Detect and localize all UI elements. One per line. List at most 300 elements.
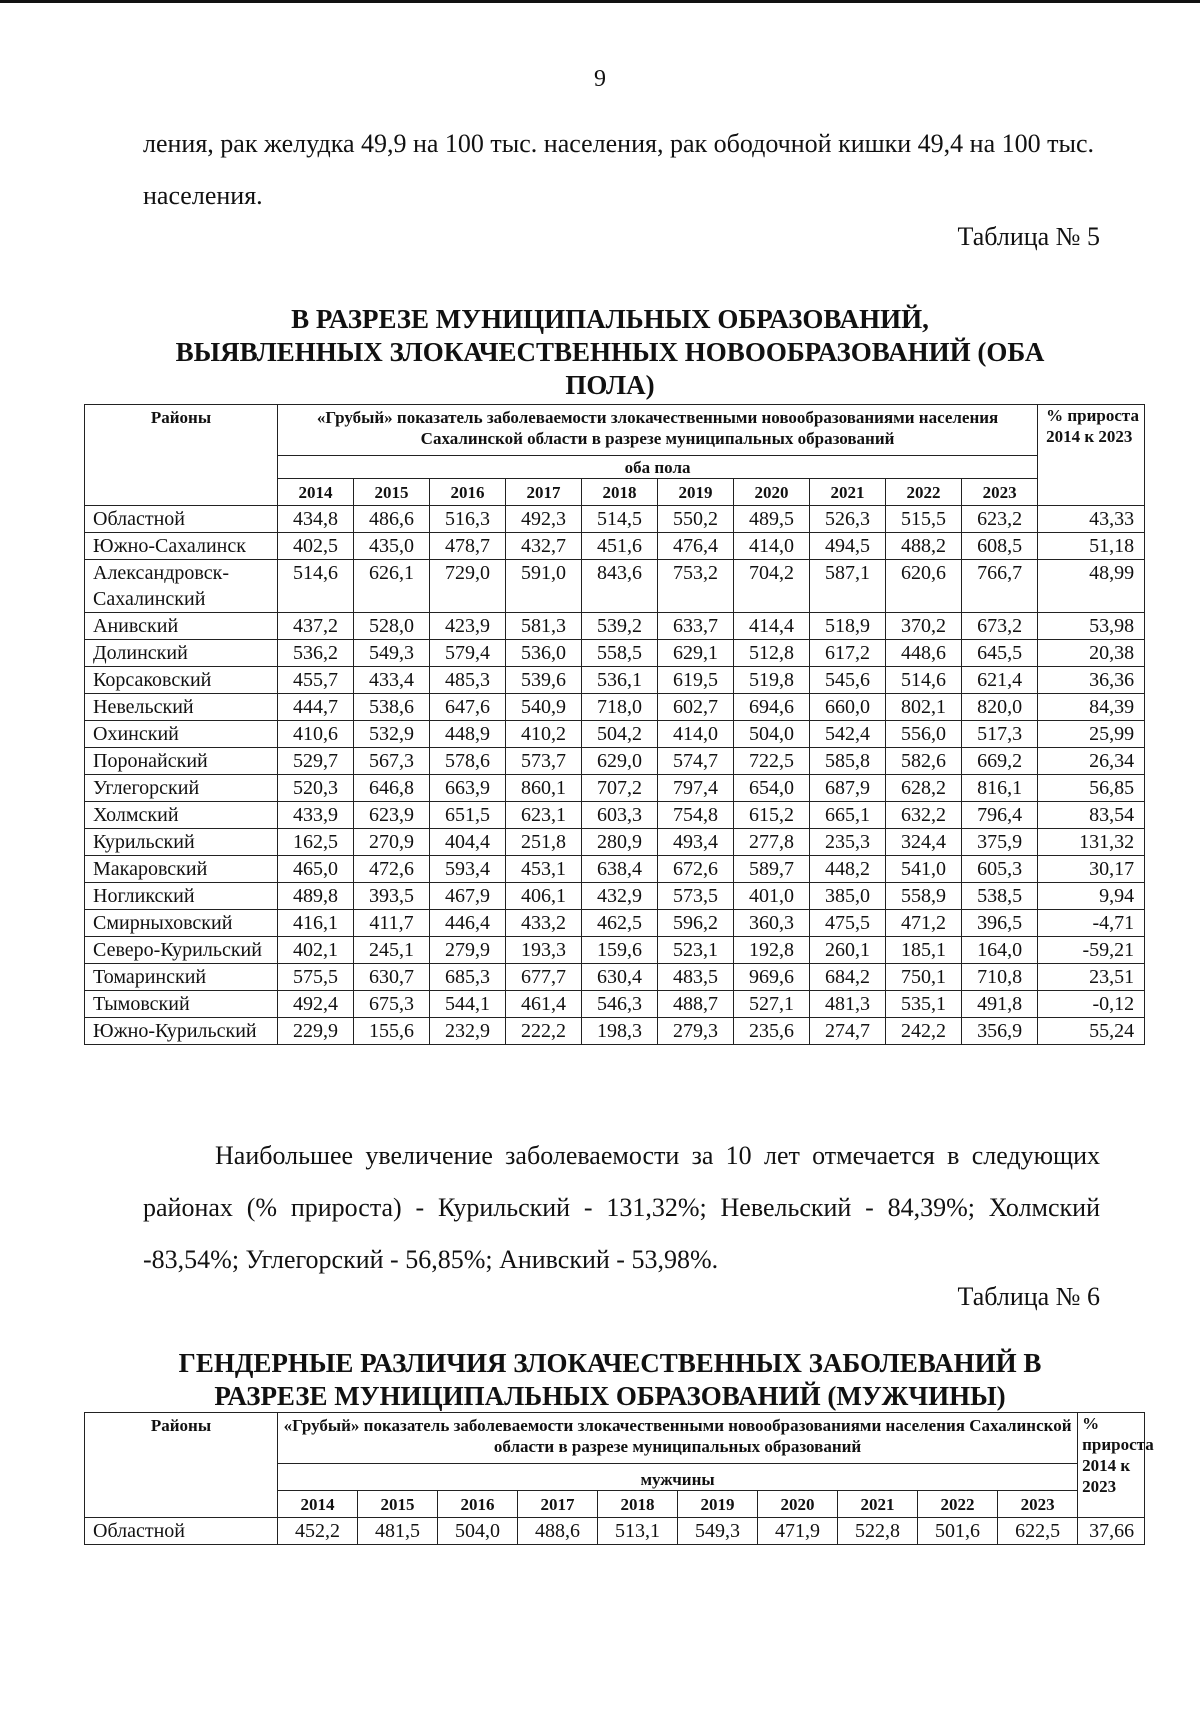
rate-cell: 492,4 <box>278 991 354 1018</box>
rate-cell: 435,0 <box>354 533 430 560</box>
rate-cell: 816,1 <box>962 775 1038 802</box>
rate-cell: 520,3 <box>278 775 354 802</box>
table6-header-indicator: «Грубый» показатель заболеваемости злокачественными новообразованиями населения Сахалинской области в разрезе муниципальных образований <box>278 1413 1078 1464</box>
region-name: Долинский <box>85 640 278 667</box>
table-row <box>85 937 1145 964</box>
rate-cell: 684,2 <box>810 964 886 991</box>
rate-cell: 591,0 <box>506 560 582 613</box>
rate-cell: 481,3 <box>810 991 886 1018</box>
rate-cell: 542,4 <box>810 721 886 748</box>
growth-cell: 53,98 <box>1038 613 1145 640</box>
growth-cell: 25,99 <box>1038 721 1145 748</box>
rate-cell: 620,6 <box>886 560 962 613</box>
rate-cell: 672,6 <box>658 856 734 883</box>
growth-cell: 26,34 <box>1038 748 1145 775</box>
rate-cell: 619,5 <box>658 667 734 694</box>
table6-year-header: 2015 <box>358 1491 438 1518</box>
rate-cell: 622,5 <box>998 1518 1078 1545</box>
rate-cell: 472,6 <box>354 856 430 883</box>
table5-header-growth: % прироста 2014 к 2023 <box>1038 405 1145 506</box>
table5-header-sex: оба пола <box>278 456 1038 479</box>
rate-cell: 633,7 <box>658 613 734 640</box>
rate-cell: 461,4 <box>506 991 582 1018</box>
table-row <box>85 667 1145 694</box>
rate-cell: 539,6 <box>506 667 582 694</box>
rate-cell: 516,3 <box>430 506 506 533</box>
table-row <box>85 613 1145 640</box>
rate-cell: 582,6 <box>886 748 962 775</box>
rate-cell: 704,2 <box>734 560 810 613</box>
table5-title-line2: ВЫЯВЛЕННЫХ ЗЛОКАЧЕСТВЕННЫХ НОВООБРАЗОВАНИЙ (ОБА <box>175 337 1045 367</box>
region-name: Ногликский <box>85 883 278 910</box>
rate-cell: 665,1 <box>810 802 886 829</box>
rate-cell: 401,0 <box>734 883 810 910</box>
table-row <box>85 856 1145 883</box>
table6-year-header: 2023 <box>998 1491 1078 1518</box>
region-name: Корсаковский <box>85 667 278 694</box>
rate-cell: 629,1 <box>658 640 734 667</box>
table6-header-regions: Районы <box>85 1413 278 1518</box>
rate-cell: 475,5 <box>810 910 886 937</box>
table6-label: Таблица № 6 <box>957 1282 1100 1311</box>
growth-cell: 51,18 <box>1038 533 1145 560</box>
rate-cell: 538,6 <box>354 694 430 721</box>
rate-cell: 623,1 <box>506 802 582 829</box>
rate-cell: 489,8 <box>278 883 354 910</box>
rate-cell: 541,0 <box>886 856 962 883</box>
rate-cell: 279,3 <box>658 1018 734 1045</box>
rate-cell: 280,9 <box>582 829 658 856</box>
growth-cell: 20,38 <box>1038 640 1145 667</box>
growth-cell: -59,21 <box>1038 937 1145 964</box>
rate-cell: 514,6 <box>278 560 354 613</box>
table6-title <box>120 1347 1100 1413</box>
rate-cell: 603,3 <box>582 802 658 829</box>
growth-cell: 43,33 <box>1038 506 1145 533</box>
table5-year-header: 2020 <box>734 479 810 506</box>
rate-cell: 222,2 <box>506 1018 582 1045</box>
rate-cell: 452,2 <box>278 1518 358 1545</box>
growth-cell: -0,12 <box>1038 991 1145 1018</box>
rate-cell: 687,9 <box>810 775 886 802</box>
rate-cell: 432,7 <box>506 533 582 560</box>
rate-cell: 615,2 <box>734 802 810 829</box>
rate-cell: 677,7 <box>506 964 582 991</box>
rate-cell: 685,3 <box>430 964 506 991</box>
rate-cell: 513,1 <box>598 1518 678 1545</box>
page-number: 9 <box>594 66 606 92</box>
table-row <box>85 721 1145 748</box>
rate-cell: 493,4 <box>658 829 734 856</box>
table-row <box>85 910 1145 937</box>
rate-cell: 579,4 <box>430 640 506 667</box>
rate-cell: 393,5 <box>354 883 430 910</box>
rate-cell: 488,7 <box>658 991 734 1018</box>
rate-cell: 483,5 <box>658 964 734 991</box>
rate-cell: 451,6 <box>582 533 658 560</box>
rate-cell: 546,3 <box>582 991 658 1018</box>
rate-cell: 406,1 <box>506 883 582 910</box>
rate-cell: 471,2 <box>886 910 962 937</box>
table6-year-header: 2021 <box>838 1491 918 1518</box>
table-row <box>85 748 1145 775</box>
rate-cell: 414,4 <box>734 613 810 640</box>
table5-title-line1: В РАЗРЕЗЕ МУНИЦИПАЛЬНЫХ ОБРАЗОВАНИЙ, <box>291 304 929 334</box>
rate-cell: 663,9 <box>430 775 506 802</box>
table6-title-line1: ГЕНДЕРНЫЕ РАЗЛИЧИЯ ЗЛОКАЧЕСТВЕННЫХ ЗАБОЛЕВАНИЙ В <box>178 1348 1042 1378</box>
rate-cell: 528,0 <box>354 613 430 640</box>
rate-cell: 476,4 <box>658 533 734 560</box>
table-row <box>85 1018 1145 1045</box>
rate-cell: 605,3 <box>962 856 1038 883</box>
rate-cell: 660,0 <box>810 694 886 721</box>
table6-year-header: 2016 <box>438 1491 518 1518</box>
rate-cell: 567,3 <box>354 748 430 775</box>
rate-cell: 820,0 <box>962 694 1038 721</box>
table5-label: Таблица № 5 <box>957 222 1100 251</box>
rate-cell: 529,7 <box>278 748 354 775</box>
rate-cell: 402,5 <box>278 533 354 560</box>
rate-cell: 645,5 <box>962 640 1038 667</box>
rate-cell: 489,5 <box>734 506 810 533</box>
table6-year-header: 2017 <box>518 1491 598 1518</box>
rate-cell: 245,1 <box>354 937 430 964</box>
rate-cell: 707,2 <box>582 775 658 802</box>
table5-title-line3: ПОЛА) <box>565 370 655 400</box>
rate-cell: 802,1 <box>886 694 962 721</box>
growth-cell: 56,85 <box>1038 775 1145 802</box>
rate-cell: 462,5 <box>582 910 658 937</box>
rate-cell: 694,6 <box>734 694 810 721</box>
rate-cell: 532,9 <box>354 721 430 748</box>
region-name: Углегорский <box>85 775 278 802</box>
table5-header-indicator: «Грубый» показатель заболеваемости злокачественными новообразованиями населения Сахалинской области в разрезе муниципальных образований <box>278 405 1038 456</box>
rate-cell: 232,9 <box>430 1018 506 1045</box>
rate-cell: 448,6 <box>886 640 962 667</box>
region-name: Смирныховский <box>85 910 278 937</box>
table-row <box>85 802 1145 829</box>
rate-cell: 796,4 <box>962 802 1038 829</box>
rate-cell: 544,1 <box>430 991 506 1018</box>
rate-cell: 675,3 <box>354 991 430 1018</box>
rate-cell: 523,1 <box>658 937 734 964</box>
rate-cell: 573,5 <box>658 883 734 910</box>
rate-cell: 410,6 <box>278 721 354 748</box>
region-name: Анивский <box>85 613 278 640</box>
rate-cell: 550,2 <box>658 506 734 533</box>
rate-cell: 629,0 <box>582 748 658 775</box>
rate-cell: 518,9 <box>810 613 886 640</box>
rate-cell: 402,1 <box>278 937 354 964</box>
rate-cell: 574,7 <box>658 748 734 775</box>
rate-cell: 504,0 <box>734 721 810 748</box>
rate-cell: 242,2 <box>886 1018 962 1045</box>
rate-cell: 481,5 <box>358 1518 438 1545</box>
table-row <box>85 694 1145 721</box>
region-name: Макаровский <box>85 856 278 883</box>
summary-paragraph: Наибольшее увеличение заболеваемости за 10 лет отмечается в следующих районах (% прироста) - Курильский - 131,32%; Невельский - 84,39%; Холмский -83,54%; Углегорский - 56,85%; Анивский - 53,98%. <box>143 1141 1100 1274</box>
rate-cell: 162,5 <box>278 829 354 856</box>
table5-year-header: 2014 <box>278 479 354 506</box>
rate-cell: 485,3 <box>430 667 506 694</box>
rate-cell: 251,8 <box>506 829 582 856</box>
table6-title-line2: РАЗРЕЗЕ МУНИЦИПАЛЬНЫХ ОБРАЗОВАНИЙ (МУЖЧИНЫ) <box>214 1381 1006 1411</box>
rate-cell: 396,5 <box>962 910 1038 937</box>
table5-year-header: 2021 <box>810 479 886 506</box>
rate-cell: 517,3 <box>962 721 1038 748</box>
rate-cell: 514,5 <box>582 506 658 533</box>
rate-cell: 623,2 <box>962 506 1038 533</box>
rate-cell: 526,3 <box>810 506 886 533</box>
rate-cell: 549,3 <box>678 1518 758 1545</box>
rate-cell: 360,3 <box>734 910 810 937</box>
rate-cell: 448,9 <box>430 721 506 748</box>
rate-cell: 573,7 <box>506 748 582 775</box>
table-row <box>85 883 1145 910</box>
rate-cell: 478,7 <box>430 533 506 560</box>
rate-cell: 279,9 <box>430 937 506 964</box>
rate-cell: 370,2 <box>886 613 962 640</box>
rate-cell: 446,4 <box>430 910 506 937</box>
rate-cell: 540,9 <box>506 694 582 721</box>
rate-cell: 444,7 <box>278 694 354 721</box>
rate-cell: 673,2 <box>962 613 1038 640</box>
rate-cell: 274,7 <box>810 1018 886 1045</box>
rate-cell: 654,0 <box>734 775 810 802</box>
rate-cell: 536,0 <box>506 640 582 667</box>
rate-cell: 494,5 <box>810 533 886 560</box>
rate-cell: 623,9 <box>354 802 430 829</box>
rate-cell: 519,8 <box>734 667 810 694</box>
rate-cell: 164,0 <box>962 937 1038 964</box>
table5-year-header: 2023 <box>962 479 1038 506</box>
page-top-border <box>0 0 1200 3</box>
rate-cell: 504,0 <box>438 1518 518 1545</box>
rate-cell: 404,4 <box>430 829 506 856</box>
region-name: Южно-Курильский <box>85 1018 278 1045</box>
table-row <box>85 829 1145 856</box>
rate-cell: 536,2 <box>278 640 354 667</box>
rate-cell: 492,3 <box>506 506 582 533</box>
growth-cell: 84,39 <box>1038 694 1145 721</box>
rate-cell: 754,8 <box>658 802 734 829</box>
table6-year-header: 2014 <box>278 1491 358 1518</box>
rate-cell: 433,4 <box>354 667 430 694</box>
growth-cell: 23,51 <box>1038 964 1145 991</box>
rate-cell: 558,5 <box>582 640 658 667</box>
rate-cell: 270,9 <box>354 829 430 856</box>
table6-year-header: 2019 <box>678 1491 758 1518</box>
rate-cell: 260,1 <box>810 937 886 964</box>
rate-cell: 522,8 <box>838 1518 918 1545</box>
table6-header-growth: % прироста 2014 к 2023 <box>1078 1413 1145 1518</box>
rate-cell: 587,1 <box>810 560 886 613</box>
rate-cell: 638,4 <box>582 856 658 883</box>
rate-cell: 722,5 <box>734 748 810 775</box>
table-row <box>85 964 1145 991</box>
rate-cell: 385,0 <box>810 883 886 910</box>
rate-cell: 536,1 <box>582 667 658 694</box>
rate-cell: 589,7 <box>734 856 810 883</box>
rate-cell: 969,6 <box>734 964 810 991</box>
rate-cell: 433,2 <box>506 910 582 937</box>
rate-cell: 488,6 <box>518 1518 598 1545</box>
rate-cell: 632,2 <box>886 802 962 829</box>
rate-cell: 628,2 <box>886 775 962 802</box>
rate-cell: 455,7 <box>278 667 354 694</box>
rate-cell: 437,2 <box>278 613 354 640</box>
rate-cell: 766,7 <box>962 560 1038 613</box>
rate-cell: 575,5 <box>278 964 354 991</box>
rate-cell: 578,6 <box>430 748 506 775</box>
rate-cell: 608,5 <box>962 533 1038 560</box>
rate-cell: 558,9 <box>886 883 962 910</box>
table-row <box>85 775 1145 802</box>
rate-cell: 375,9 <box>962 829 1038 856</box>
table5-year-header: 2019 <box>658 479 734 506</box>
rate-cell: 651,5 <box>430 802 506 829</box>
table-row <box>85 533 1145 560</box>
rate-cell: 453,1 <box>506 856 582 883</box>
rate-cell: 617,2 <box>810 640 886 667</box>
region-name: Томаринский <box>85 964 278 991</box>
table-row <box>85 991 1145 1018</box>
table-row <box>85 560 1145 613</box>
rate-cell: 488,2 <box>886 533 962 560</box>
rate-cell: 235,6 <box>734 1018 810 1045</box>
rate-cell: 410,2 <box>506 721 582 748</box>
table5 <box>84 404 1145 1045</box>
region-name: Охинский <box>85 721 278 748</box>
rate-cell: 556,0 <box>886 721 962 748</box>
rate-cell: 465,0 <box>278 856 354 883</box>
growth-cell: 131,32 <box>1038 829 1145 856</box>
rate-cell: 501,6 <box>918 1518 998 1545</box>
intro-paragraph: ления, рак желудка 49,9 на 100 тыс. населения, рак ободочной кишки 49,4 на 100 тыс. населения. <box>143 129 1095 210</box>
rate-cell: 630,4 <box>582 964 658 991</box>
region-name: Курильский <box>85 829 278 856</box>
rate-cell: 538,5 <box>962 883 1038 910</box>
table5-year-header: 2016 <box>430 479 506 506</box>
table6-year-header: 2022 <box>918 1491 998 1518</box>
table-row <box>85 506 1145 533</box>
table6 <box>84 1412 1154 1545</box>
rate-cell: 602,7 <box>658 694 734 721</box>
growth-cell: -4,71 <box>1038 910 1145 937</box>
rate-cell: 593,4 <box>430 856 506 883</box>
rate-cell: 585,8 <box>810 748 886 775</box>
table5-year-header: 2022 <box>886 479 962 506</box>
rate-cell: 514,6 <box>886 667 962 694</box>
rate-cell: 710,8 <box>962 964 1038 991</box>
rate-cell: 448,2 <box>810 856 886 883</box>
rate-cell: 669,2 <box>962 748 1038 775</box>
rate-cell: 549,3 <box>354 640 430 667</box>
rate-cell: 414,0 <box>734 533 810 560</box>
table-row <box>85 1518 1145 1545</box>
rate-cell: 423,9 <box>430 613 506 640</box>
region-name: Холмский <box>85 802 278 829</box>
growth-cell: 9,94 <box>1038 883 1145 910</box>
rate-cell: 229,9 <box>278 1018 354 1045</box>
rate-cell: 753,2 <box>658 560 734 613</box>
region-name: Александровск-Сахалинский <box>85 560 278 613</box>
region-name: Южно-Сахалинск <box>85 533 278 560</box>
region-name: Поронайский <box>85 748 278 775</box>
rate-cell: 471,9 <box>758 1518 838 1545</box>
rate-cell: 626,1 <box>354 560 430 613</box>
rate-cell: 486,6 <box>354 506 430 533</box>
rate-cell: 416,1 <box>278 910 354 937</box>
growth-cell: 36,36 <box>1038 667 1145 694</box>
rate-cell: 515,5 <box>886 506 962 533</box>
rate-cell: 433,9 <box>278 802 354 829</box>
region-name: Областной <box>85 506 278 533</box>
rate-cell: 467,9 <box>430 883 506 910</box>
rate-cell: 192,8 <box>734 937 810 964</box>
rate-cell: 621,4 <box>962 667 1038 694</box>
table5-year-header: 2017 <box>506 479 582 506</box>
rate-cell: 324,4 <box>886 829 962 856</box>
region-name: Тымовский <box>85 991 278 1018</box>
rate-cell: 630,7 <box>354 964 430 991</box>
rate-cell: 504,2 <box>582 721 658 748</box>
rate-cell: 581,3 <box>506 613 582 640</box>
rate-cell: 235,3 <box>810 829 886 856</box>
growth-cell: 30,17 <box>1038 856 1145 883</box>
rate-cell: 646,8 <box>354 775 430 802</box>
table5-title <box>120 303 1100 402</box>
table5-header-regions: Районы <box>85 405 278 506</box>
rate-cell: 155,6 <box>354 1018 430 1045</box>
table-row <box>85 640 1145 667</box>
rate-cell: 718,0 <box>582 694 658 721</box>
rate-cell: 729,0 <box>430 560 506 613</box>
region-name: Областной <box>85 1518 278 1545</box>
table6-year-header: 2018 <box>598 1491 678 1518</box>
rate-cell: 647,6 <box>430 694 506 721</box>
rate-cell: 596,2 <box>658 910 734 937</box>
rate-cell: 198,3 <box>582 1018 658 1045</box>
rate-cell: 535,1 <box>886 991 962 1018</box>
growth-cell: 83,54 <box>1038 802 1145 829</box>
rate-cell: 159,6 <box>582 937 658 964</box>
rate-cell: 277,8 <box>734 829 810 856</box>
table5-year-header: 2015 <box>354 479 430 506</box>
rate-cell: 843,6 <box>582 560 658 613</box>
rate-cell: 750,1 <box>886 964 962 991</box>
rate-cell: 860,1 <box>506 775 582 802</box>
region-name: Северо-Курильский <box>85 937 278 964</box>
rate-cell: 432,9 <box>582 883 658 910</box>
rate-cell: 512,8 <box>734 640 810 667</box>
rate-cell: 527,1 <box>734 991 810 1018</box>
rate-cell: 545,6 <box>810 667 886 694</box>
rate-cell: 411,7 <box>354 910 430 937</box>
rate-cell: 356,9 <box>962 1018 1038 1045</box>
growth-cell: 55,24 <box>1038 1018 1145 1045</box>
table5-year-header: 2018 <box>582 479 658 506</box>
rate-cell: 193,3 <box>506 937 582 964</box>
rate-cell: 491,8 <box>962 991 1038 1018</box>
rate-cell: 185,1 <box>886 937 962 964</box>
rate-cell: 797,4 <box>658 775 734 802</box>
rate-cell: 434,8 <box>278 506 354 533</box>
rate-cell: 414,0 <box>658 721 734 748</box>
rate-cell: 539,2 <box>582 613 658 640</box>
table6-year-header: 2020 <box>758 1491 838 1518</box>
growth-cell: 48,99 <box>1038 560 1145 613</box>
